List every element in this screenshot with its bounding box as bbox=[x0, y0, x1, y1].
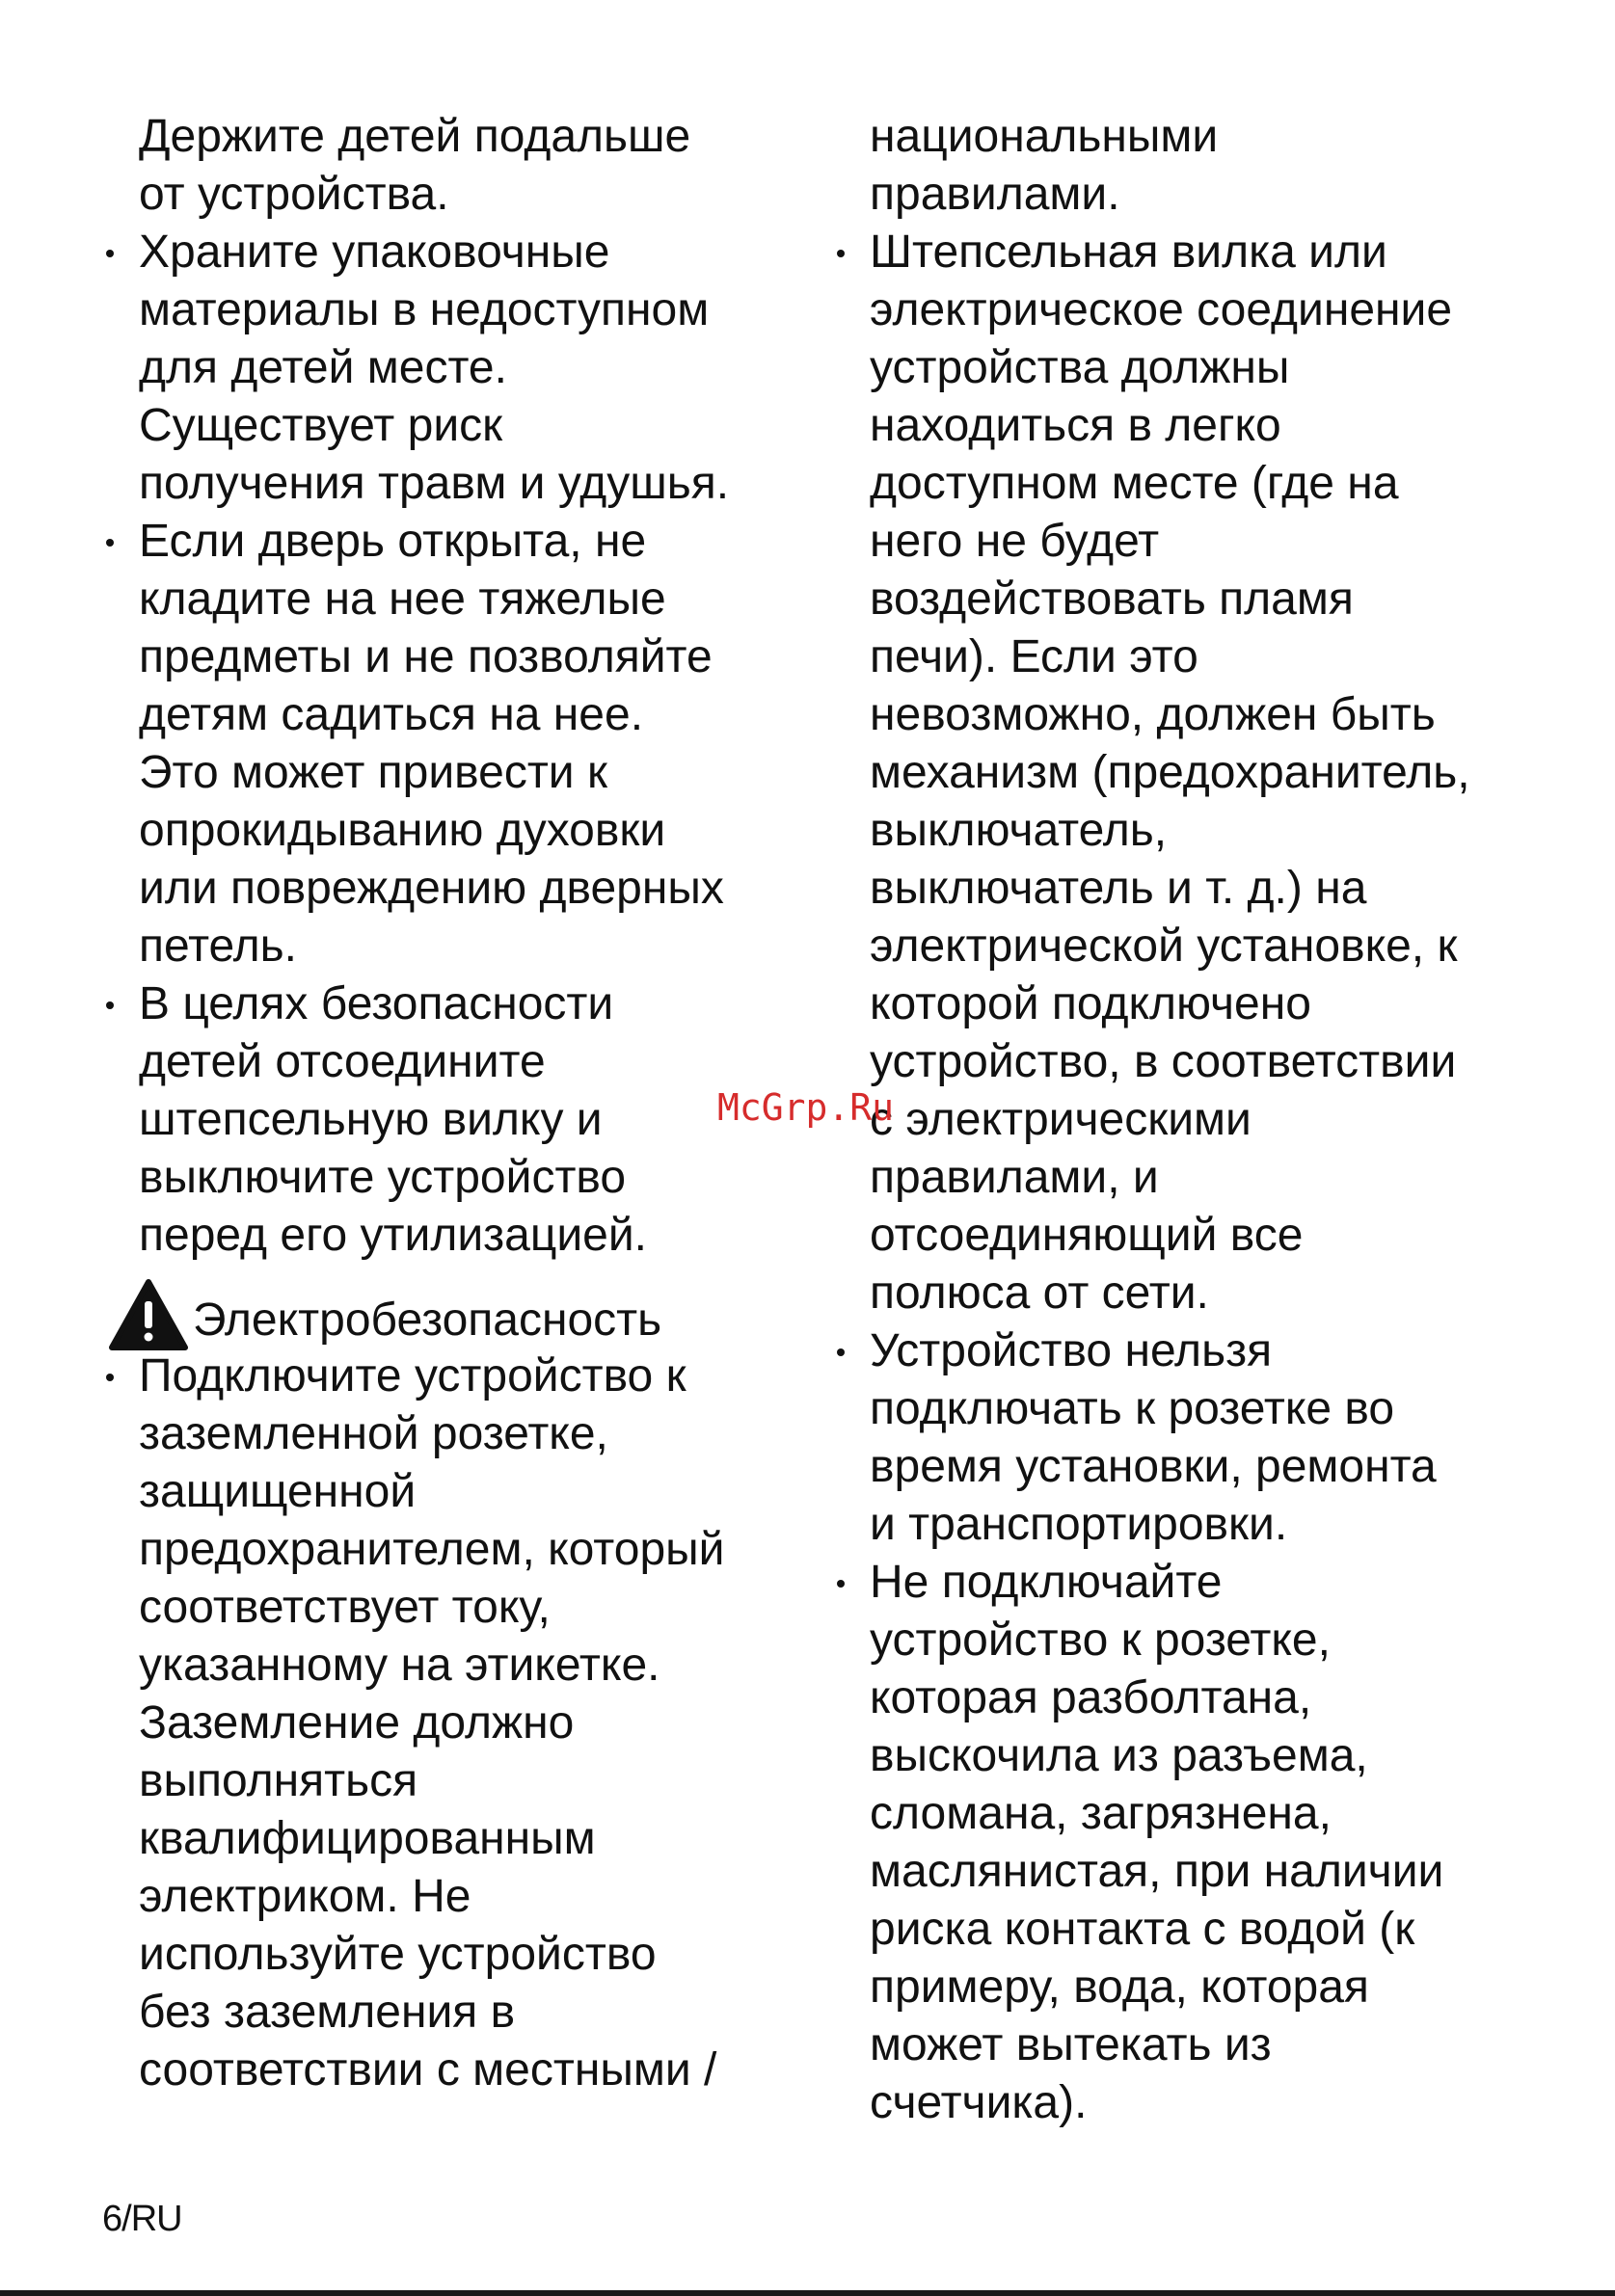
text-line: для детей месте. bbox=[139, 342, 507, 393]
bullet-icon bbox=[837, 250, 845, 257]
text-line: соответствии с местными / bbox=[139, 2044, 717, 2096]
text-line: Храните упаковочные bbox=[139, 227, 610, 278]
bullet-item bbox=[102, 513, 816, 975]
text-line: выполняться bbox=[139, 1755, 418, 1806]
paragraph bbox=[102, 108, 816, 224]
bullet-icon bbox=[106, 539, 114, 547]
bullet-icon bbox=[106, 1001, 114, 1009]
text-line: полюса от сети. bbox=[870, 1268, 1209, 1319]
text-line: защищенной bbox=[139, 1466, 417, 1517]
bullet-item bbox=[833, 1322, 1547, 1554]
text-line: детей отсоедините bbox=[139, 1036, 546, 1087]
text-line: штепсельную вилку и bbox=[139, 1094, 603, 1145]
text-line: Заземление должно bbox=[139, 1697, 575, 1749]
text-line: предохранителем, который bbox=[139, 1524, 725, 1575]
text-line: воздействовать пламя bbox=[870, 574, 1354, 625]
text-line: детям садиться на нее. bbox=[139, 689, 644, 740]
text-line: счетчика). bbox=[870, 2077, 1088, 2128]
text-line: которой подключено bbox=[870, 978, 1311, 1029]
text-line: устройство, в соответствии bbox=[870, 1036, 1457, 1087]
text-line: правилами. bbox=[870, 169, 1120, 220]
text-line: от устройства. bbox=[139, 169, 449, 220]
text-line: Не подключайте bbox=[870, 1557, 1223, 1608]
text-line: него не будет bbox=[870, 516, 1160, 567]
text-line: Существует риск bbox=[139, 400, 503, 451]
text-line: или повреждению дверных bbox=[139, 863, 724, 914]
text-line: указанному на этикетке. bbox=[139, 1640, 660, 1691]
text-line: печи). Если это bbox=[870, 631, 1198, 682]
text-line: подключать к розетке во bbox=[870, 1383, 1395, 1434]
text-line: выскочила из разъема, bbox=[870, 1730, 1368, 1781]
text-line: В целях безопасности bbox=[139, 978, 614, 1029]
warning-triangle-icon bbox=[108, 1278, 189, 1351]
text-line: опрокидыванию духовки bbox=[139, 805, 666, 856]
text-line: Если дверь открыта, не bbox=[139, 516, 647, 567]
text-line: Штепсельная вилка или bbox=[870, 227, 1387, 278]
bullet-icon bbox=[106, 1374, 114, 1381]
text-line: невозможно, должен быть bbox=[870, 689, 1436, 740]
text-line: время установки, ремонта bbox=[870, 1441, 1437, 1492]
bullet-item bbox=[102, 224, 816, 513]
text-line: устройства должны bbox=[870, 342, 1290, 393]
text-line: электриком. Не bbox=[139, 1871, 471, 1922]
paragraph bbox=[833, 108, 1547, 224]
text-line: выключатель и т. д.) на bbox=[870, 863, 1367, 914]
left-column bbox=[102, 108, 816, 2099]
section-heading-text: Электробезопасность bbox=[193, 1295, 662, 1346]
text-line: предметы и не позволяйте bbox=[139, 631, 713, 682]
text-line: которая разболтана, bbox=[870, 1672, 1312, 1723]
watermark: McGrp.Ru bbox=[717, 1086, 895, 1129]
text-line: национальными bbox=[870, 111, 1219, 162]
bullet-icon bbox=[837, 1348, 845, 1356]
text-line: кладите на нее тяжелые bbox=[139, 574, 666, 625]
text-line: электрическое соединение bbox=[870, 284, 1453, 335]
text-line: перед его утилизацией. bbox=[139, 1210, 648, 1261]
text-line: используйте устройство bbox=[139, 1929, 657, 1980]
text-line: доступном месте (где на bbox=[870, 458, 1399, 509]
text-line: с электрическими bbox=[870, 1094, 1252, 1145]
bullet-item bbox=[102, 1348, 816, 2099]
text-line: риска контакта с водой (к bbox=[870, 1904, 1415, 1955]
text-line: петель. bbox=[139, 921, 297, 972]
text-line: выключите устройство bbox=[139, 1152, 627, 1203]
text-line: находиться в легко bbox=[870, 400, 1281, 451]
text-line: квалифицированным bbox=[139, 1813, 596, 1864]
text-line: соответствует току, bbox=[139, 1582, 551, 1633]
text-line: Устройство нельзя bbox=[870, 1325, 1273, 1376]
text-line: правилами, и bbox=[870, 1152, 1159, 1203]
bottom-rule bbox=[0, 2290, 1615, 2296]
text-line: и транспортировки. bbox=[870, 1499, 1288, 1550]
text-line: без заземления в bbox=[139, 1987, 516, 2038]
bullet-icon bbox=[837, 1580, 845, 1588]
bullet-icon bbox=[106, 250, 114, 257]
bullet-item bbox=[833, 1554, 1547, 2132]
text-line: Подключите устройство к bbox=[139, 1350, 686, 1402]
page-number: 6/RU bbox=[102, 2199, 182, 2239]
text-line: примеру, вода, которая bbox=[870, 1962, 1369, 2013]
text-line: сломана, загрязнена, bbox=[870, 1788, 1332, 1839]
text-line: получения травм и удушья. bbox=[139, 458, 730, 509]
right-column bbox=[833, 108, 1547, 2132]
text-line: Держите детей подальше bbox=[139, 111, 691, 162]
text-line: отсоединяющий все bbox=[870, 1210, 1304, 1261]
text-line: выключатель, bbox=[870, 805, 1168, 856]
text-line: может вытекать из bbox=[870, 2019, 1272, 2070]
text-line: заземленной розетке, bbox=[139, 1408, 608, 1459]
text-line: материалы в недоступном bbox=[139, 284, 710, 335]
text-line: механизм (предохранитель, bbox=[870, 747, 1470, 798]
text-line: электрической установке, к bbox=[870, 921, 1458, 972]
text-line: устройство к розетке, bbox=[870, 1615, 1331, 1666]
section-heading bbox=[102, 1278, 816, 1349]
text-line: Это может привести к bbox=[139, 747, 607, 798]
text-line: маслянистая, при наличии bbox=[870, 1846, 1444, 1897]
bullet-item bbox=[833, 224, 1547, 1322]
bullet-item bbox=[102, 975, 816, 1265]
